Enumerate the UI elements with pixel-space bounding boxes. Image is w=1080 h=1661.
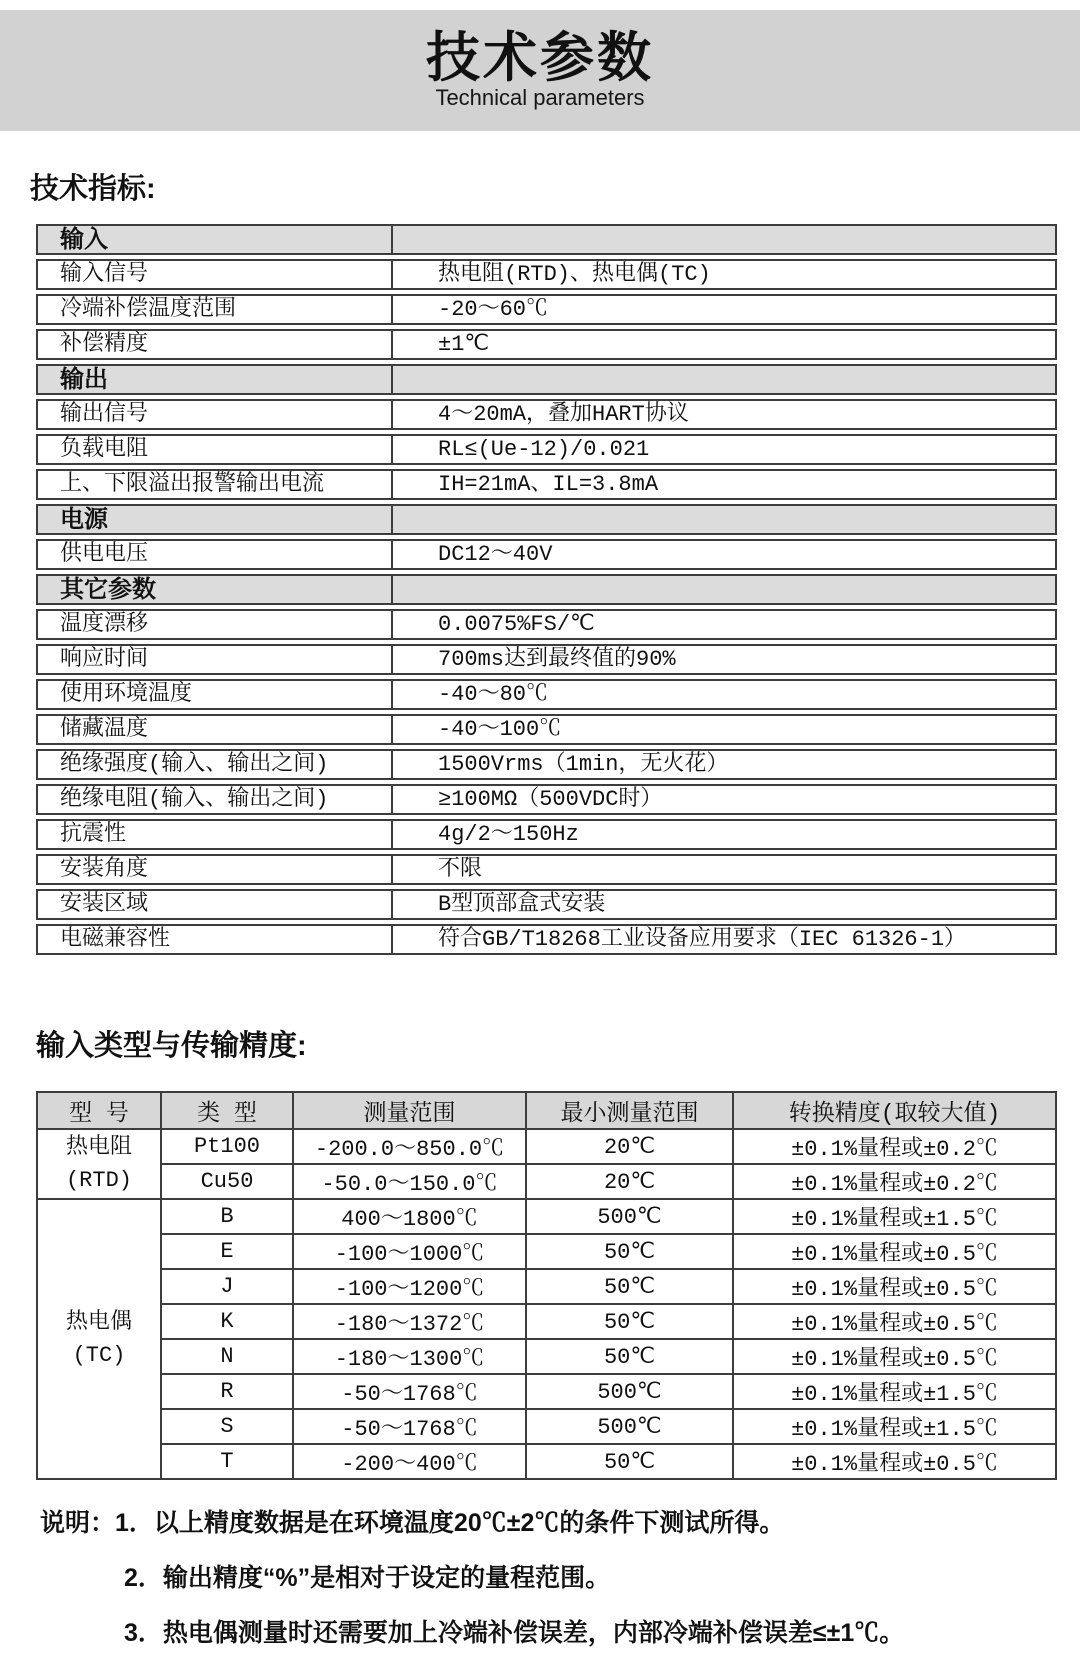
type-cell: E: [161, 1234, 293, 1269]
type-cell: K: [161, 1304, 293, 1339]
spec-label: 响应时间: [36, 644, 393, 675]
accuracy-cell: ±0.1%量程或±1.5℃: [733, 1409, 1056, 1444]
spec-value: -20～60℃: [393, 294, 1057, 325]
model-sub: (TC): [72, 1343, 126, 1368]
spec-label: 温度漂移: [36, 609, 393, 640]
accuracy-row: [37, 1374, 1056, 1409]
notes: [40, 1496, 1080, 1661]
min-range-cell: 500℃: [526, 1409, 733, 1444]
page-title: 技术参数: [426, 27, 654, 88]
note-item-3: 3．热电偶测量时还需要加上冷端补偿误差，内部冷端补偿误差≤±1℃。: [124, 1619, 905, 1647]
spec-row: [36, 399, 1057, 430]
min-range-cell: 50℃: [526, 1269, 733, 1304]
spec-section-label: 输出: [36, 364, 393, 395]
spec-value: 热电阻(RTD)、热电偶(TC): [393, 259, 1057, 290]
spec-row: [36, 819, 1057, 850]
spec-label: 储藏温度: [36, 714, 393, 745]
min-range-cell: 20℃: [526, 1164, 733, 1199]
spec-value: IH=21mA、IL=3.8mA: [393, 469, 1057, 500]
range-cell: -200.0～850.0℃: [293, 1129, 526, 1164]
spec-label: 输入信号: [36, 259, 393, 290]
spec-row: [36, 294, 1057, 325]
accuracy-row: [37, 1444, 1056, 1479]
spec-label: 负载电阻: [36, 434, 393, 465]
accuracy-cell: ±0.1%量程或±1.5℃: [733, 1199, 1056, 1234]
spec-section-row: [36, 504, 1057, 535]
spec-value: B型顶部盒式安装: [393, 889, 1057, 920]
range-cell: -180～1372℃: [293, 1304, 526, 1339]
spec-row: [36, 329, 1057, 360]
spec-row: [36, 749, 1057, 780]
spec-value: -40～100℃: [393, 714, 1057, 745]
spec-value: [393, 364, 1057, 395]
note-line-2: [40, 1551, 1080, 1606]
accuracy-header-cell: 型 号: [37, 1092, 161, 1129]
accuracy-cell: ±0.1%量程或±0.5℃: [733, 1339, 1056, 1374]
accuracy-header-cell: 转换精度(取较大值): [733, 1092, 1056, 1129]
range-cell: -50～1768℃: [293, 1374, 526, 1409]
spec-label: 电磁兼容性: [36, 924, 393, 955]
spec-row: [36, 469, 1057, 500]
spec-value: 不限: [393, 854, 1057, 885]
spec-table: [36, 220, 1057, 959]
spec-value: 1500Vrms（1min，无火花）: [393, 749, 1057, 780]
type-cell: J: [161, 1269, 293, 1304]
spec-row: [36, 539, 1057, 570]
spec-row: [36, 679, 1057, 710]
accuracy-cell: ±0.1%量程或±0.5℃: [733, 1234, 1056, 1269]
accuracy-cell: ±0.1%量程或±0.5℃: [733, 1269, 1056, 1304]
spec-value: DC12～40V: [393, 539, 1057, 570]
model-cell: [37, 1199, 161, 1479]
accuracy-header-cell: 测量范围: [293, 1092, 526, 1129]
type-cell: R: [161, 1374, 293, 1409]
accuracy-header-cell: 最小测量范围: [526, 1092, 733, 1129]
type-cell: N: [161, 1339, 293, 1374]
note-line-1: [40, 1496, 1080, 1551]
model-name: 热电阻: [65, 1135, 132, 1160]
spec-label: 上、下限溢出报警输出电流: [36, 469, 393, 500]
spec-value: -40～80℃: [393, 679, 1057, 710]
accuracy-row: [37, 1164, 1056, 1199]
range-cell: -180～1300℃: [293, 1339, 526, 1374]
spec-row: [36, 924, 1057, 955]
model-cell: [37, 1129, 161, 1199]
spec-row: [36, 854, 1057, 885]
spec-row: [36, 259, 1057, 290]
min-range-cell: 50℃: [526, 1234, 733, 1269]
type-cell: Pt100: [161, 1129, 293, 1164]
spec-label: 安装角度: [36, 854, 393, 885]
section-heading-specs: 技术指标:: [30, 173, 156, 205]
spec-row: [36, 609, 1057, 640]
accuracy-row: [37, 1234, 1056, 1269]
spec-label: 使用环境温度: [36, 679, 393, 710]
accuracy-table: [36, 1091, 1057, 1480]
accuracy-cell: ±0.1%量程或±0.5℃: [733, 1304, 1056, 1339]
spec-value: 4g/2～150Hz: [393, 819, 1057, 850]
min-range-cell: 500℃: [526, 1199, 733, 1234]
range-cell: 400～1800℃: [293, 1199, 526, 1234]
page-subtitle: Technical parameters: [435, 84, 645, 110]
section-heading-accuracy: 输入类型与传输精度:: [36, 1030, 307, 1062]
datasheet-page: [0, 10, 1080, 1661]
spec-label: 输出信号: [36, 399, 393, 430]
spec-section-row: [36, 224, 1057, 255]
spec-label: 绝缘电阻(输入、输出之间): [36, 784, 393, 815]
accuracy-header-cell: 类 型: [161, 1092, 293, 1129]
type-cell: T: [161, 1444, 293, 1479]
spec-label: 补偿精度: [36, 329, 393, 360]
spec-section-label: 电源: [36, 504, 393, 535]
accuracy-row: [37, 1199, 1056, 1234]
accuracy-cell: ±0.1%量程或±0.5℃: [733, 1444, 1056, 1479]
notes-prefix: 说明：: [40, 1509, 116, 1537]
accuracy-cell: ±0.1%量程或±0.2℃: [733, 1129, 1056, 1164]
spec-label: 供电电压: [36, 539, 393, 570]
spec-section-label: 输入: [36, 224, 393, 255]
min-range-cell: 50℃: [526, 1339, 733, 1374]
spec-value: 符合GB/T18268工业设备应用要求（IEC 61326-1）: [393, 924, 1057, 955]
spec-label: 抗震性: [36, 819, 393, 850]
range-cell: -50.0～150.0℃: [293, 1164, 526, 1199]
accuracy-header-row: [37, 1092, 1056, 1129]
accuracy-row: [37, 1409, 1056, 1444]
spec-label: 冷端补偿温度范围: [36, 294, 393, 325]
note-item-2: 2．输出精度“%”是相对于设定的量程范围。: [124, 1564, 611, 1592]
spec-value: RL≤(Ue-12)/0.021: [393, 434, 1057, 465]
range-cell: -100～1000℃: [293, 1234, 526, 1269]
spec-row: [36, 784, 1057, 815]
note-line-3: [40, 1606, 1080, 1661]
spec-value: ±1℃: [393, 329, 1057, 360]
accuracy-row: [37, 1269, 1056, 1304]
spec-value: [393, 224, 1057, 255]
accuracy-row: [37, 1304, 1056, 1339]
spec-label: 安装区域: [36, 889, 393, 920]
model-sub: (RTD): [65, 1168, 132, 1193]
min-range-cell: 20℃: [526, 1129, 733, 1164]
type-cell: Cu50: [161, 1164, 293, 1199]
spec-value: [393, 504, 1057, 535]
range-cell: -50～1768℃: [293, 1409, 526, 1444]
min-range-cell: 50℃: [526, 1444, 733, 1479]
spec-row: [36, 644, 1057, 675]
note-item-1: 1．以上精度数据是在环境温度20℃±2℃的条件下测试所得。: [115, 1509, 785, 1537]
min-range-cell: 500℃: [526, 1374, 733, 1409]
range-cell: -100～1200℃: [293, 1269, 526, 1304]
accuracy-row: [37, 1339, 1056, 1374]
spec-value: ≥100MΩ（500VDC时）: [393, 784, 1057, 815]
spec-value: [393, 574, 1057, 605]
spec-row: [36, 714, 1057, 745]
spec-row: [36, 889, 1057, 920]
model-name: 热电偶: [65, 1310, 132, 1335]
range-cell: -200～400℃: [293, 1444, 526, 1479]
accuracy-cell: ±0.1%量程或±1.5℃: [733, 1374, 1056, 1409]
spec-section-row: [36, 574, 1057, 605]
min-range-cell: 50℃: [526, 1304, 733, 1339]
spec-label: 绝缘强度(输入、输出之间): [36, 749, 393, 780]
spec-value: 4～20mA，叠加HART协议: [393, 399, 1057, 430]
title-band: [0, 10, 1080, 131]
spec-row: [36, 434, 1057, 465]
spec-value: 700ms达到最终值的90%: [393, 644, 1057, 675]
accuracy-cell: ±0.1%量程或±0.2℃: [733, 1164, 1056, 1199]
spec-section-label: 其它参数: [36, 574, 393, 605]
spec-section-row: [36, 364, 1057, 395]
accuracy-row: [37, 1129, 1056, 1164]
spec-value: 0.0075%FS/℃: [393, 609, 1057, 640]
type-cell: S: [161, 1409, 293, 1444]
type-cell: B: [161, 1199, 293, 1234]
